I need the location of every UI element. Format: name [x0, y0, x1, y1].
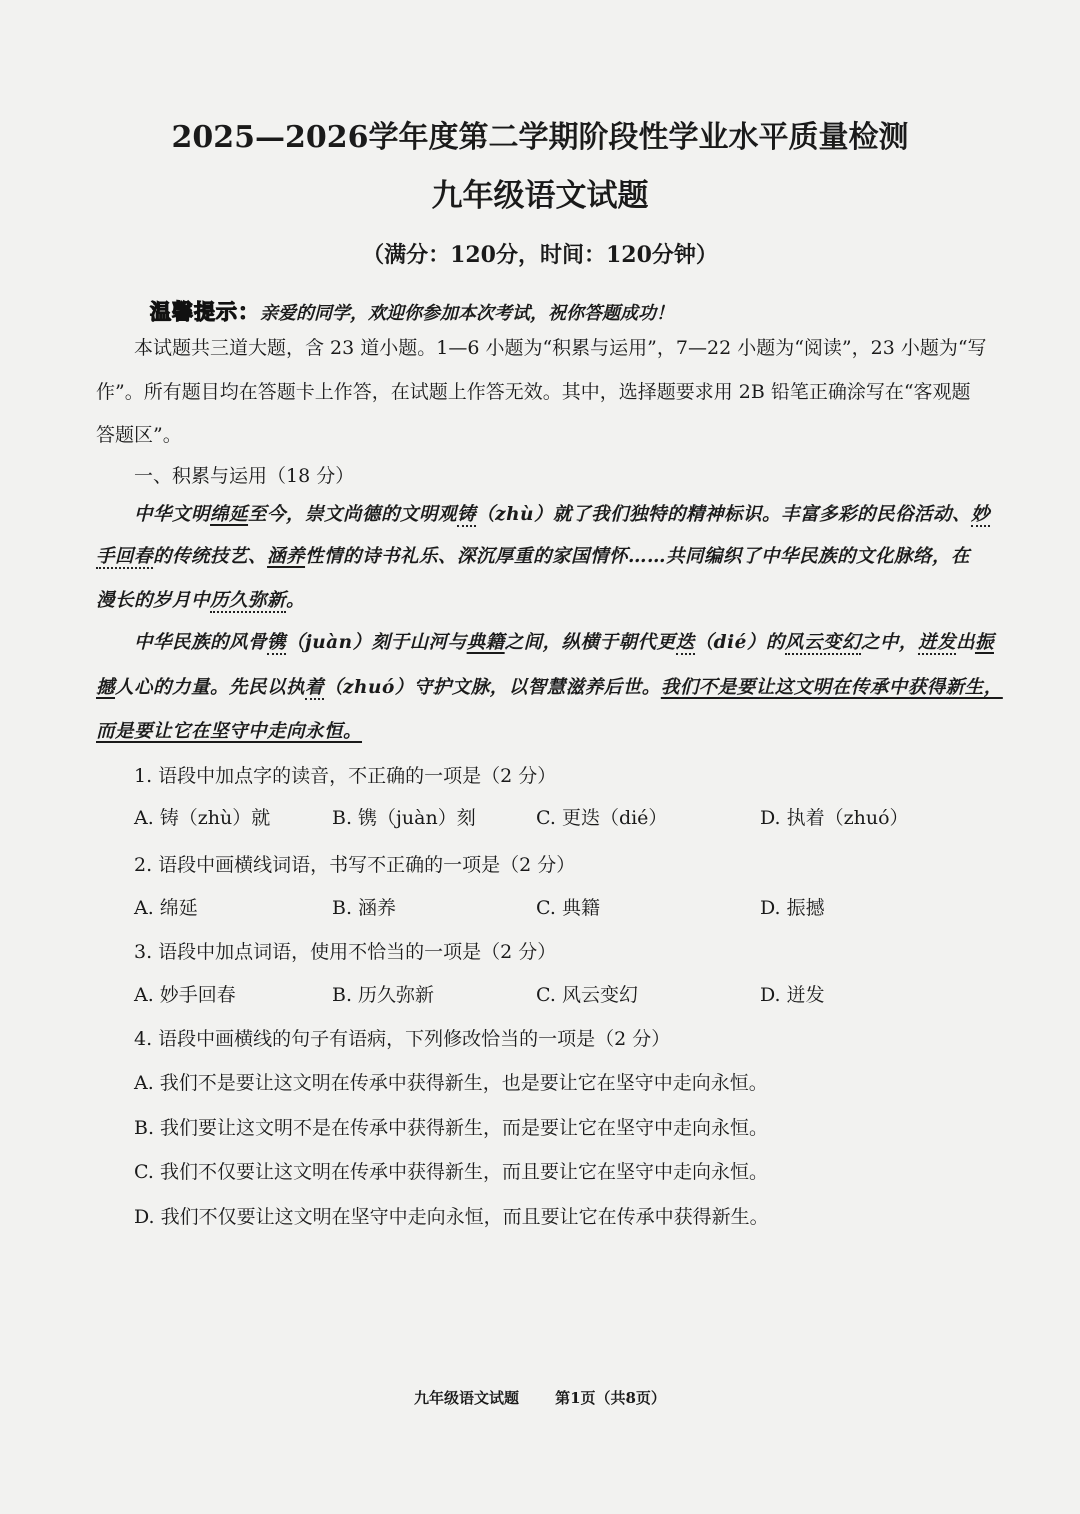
question-2-option-b[interactable]: B. 涵养 — [332, 897, 397, 919]
footer-title: 九年级语文试题 — [414, 1389, 520, 1407]
question-3-option-a[interactable]: A. 妙手回春 — [134, 984, 236, 1006]
question-2-option-a[interactable]: A. 绵延 — [134, 897, 198, 919]
underlined-sentence: 我们不是要让这文明在传承中获得新生， — [660, 677, 1003, 698]
underlined-word: 涵养 — [267, 546, 306, 567]
question-1-option-c[interactable]: C. 更迭（dié） — [536, 807, 668, 829]
footer-page-number: 第1页（共8页） — [555, 1389, 666, 1407]
dotted-word: 迸发 — [917, 632, 956, 653]
passage-p1-line-3 — [96, 589, 305, 613]
instructions-line-2: 作”。所有题目均在答题卡上作答，在试题上作答无效。其中，选择题要求用 2B 铅笔正确涂写在“客观题 — [96, 381, 971, 403]
passage-text: （zhù）就了我们独特的精神标识。丰富多彩的民俗活动、 — [476, 504, 971, 525]
underlined-word: 典籍 — [466, 632, 505, 653]
question-1-stem: 1. 语段中加点字的读音，不正确的一项是（2 分） — [134, 765, 557, 787]
instructions-line-1: 本试题共三道大题，含 23 道小题。1—6 小题为“积累与运用”，7—22 小题为“阅读”，23 小题为“写 — [134, 337, 987, 359]
question-1-option-b[interactable]: B. 镌（juàn）刻 — [332, 807, 476, 829]
passage-text: 至今，崇文尚德的文明观 — [248, 504, 458, 525]
passage-text: 之中， — [860, 632, 918, 653]
question-4-option-b[interactable]: B. 我们要让这文明不是在传承中获得新生，而是要让它在坚守中走向永恒。 — [134, 1117, 769, 1139]
page-footer — [0, 1387, 1080, 1408]
question-4-option-c[interactable]: C. 我们不仅要让这文明在传承中获得新生，而且要让它在坚守中走向永恒。 — [134, 1161, 768, 1183]
exam-subtitle: 九年级语文试题 — [431, 178, 649, 214]
passage-text: （dié）的 — [694, 632, 785, 653]
instructions-line-3: 答题区”。 — [96, 424, 182, 446]
underlined-word: 绵延 — [210, 504, 249, 525]
passage-text: （zhuó）守护文脉，以智慧滋养后世。 — [324, 677, 661, 698]
dotted-char: 着 — [305, 677, 325, 698]
question-1-option-d[interactable]: D. 执着（zhuó） — [760, 807, 909, 829]
dotted-word: 妙 — [970, 504, 990, 525]
question-3-option-b[interactable]: B. 历久弥新 — [332, 984, 435, 1006]
passage-p2-line-1 — [134, 631, 994, 655]
dotted-word: 历久弥新 — [210, 590, 287, 611]
question-3-stem: 3. 语段中加点词语，使用不恰当的一项是（2 分） — [134, 941, 557, 963]
passage-text: 的传统技艺、 — [153, 546, 268, 567]
passage-text: （juàn）刻于山河与 — [286, 632, 467, 653]
dotted-word: 手回春 — [96, 546, 154, 567]
dotted-char: 迭 — [675, 632, 695, 653]
tip-text: 亲爱的同学，欢迎你参加本次考试，祝你答题成功！ — [260, 303, 674, 324]
underlined-word: 振 — [974, 632, 994, 653]
passage-text: 性情的诗书礼乐、深沉厚重的家国情怀……共同编织了中华民族的文化脉络，在 — [305, 546, 971, 567]
question-4-option-d[interactable]: D. 我们不仅要让这文明在坚守中走向永恒，而且要让它在传承中获得新生。 — [134, 1206, 769, 1228]
passage-p1-line-2 — [96, 545, 970, 569]
underlined-sentence: 而是要让它在坚守中走向永恒。 — [96, 721, 363, 742]
passage-p1-line-1 — [134, 503, 990, 527]
tip-label: 温馨提示： — [150, 300, 260, 324]
passage-text: 中华文明 — [134, 504, 211, 525]
question-2-stem: 2. 语段中画横线词语，书写不正确的一项是（2 分） — [134, 854, 576, 876]
question-3-option-c[interactable]: C. 风云变幻 — [536, 984, 638, 1006]
dotted-char: 铸 — [457, 504, 477, 525]
passage-text: 人心的力量。先民以执 — [115, 677, 306, 698]
dotted-char: 镌 — [267, 632, 287, 653]
passage-p2-line-2 — [96, 676, 1003, 700]
passage-text: 。 — [286, 590, 306, 611]
exam-meta: （满分：120分，时间：120分钟） — [362, 242, 718, 268]
exam-title: 2025—2026学年度第二学期阶段性学业水平质量检测 — [171, 120, 909, 155]
passage-text: 中华民族的风骨 — [134, 632, 268, 653]
question-4-stem: 4. 语段中画横线的句子有语病，下列修改恰当的一项是（2 分） — [134, 1028, 671, 1050]
question-1-option-a[interactable]: A. 铸（zhù）就 — [134, 807, 271, 829]
dotted-word: 风云变幻 — [784, 632, 861, 653]
tip-row — [150, 296, 674, 326]
question-2-option-d[interactable]: D. 振撼 — [760, 897, 825, 919]
section-heading: 一、积累与运用（18 分） — [134, 465, 355, 487]
question-3-option-d[interactable]: D. 迸发 — [760, 984, 825, 1006]
question-2-option-c[interactable]: C. 典籍 — [536, 897, 600, 919]
underlined-word: 撼 — [96, 677, 116, 698]
passage-text: 出 — [955, 632, 975, 653]
question-4-option-a[interactable]: A. 我们不是要让这文明在传承中获得新生，也是要让它在坚守中走向永恒。 — [134, 1072, 768, 1094]
passage-text: 漫长的岁月中 — [96, 590, 211, 611]
passage-p2-line-3 — [96, 720, 362, 744]
passage-text: 之间，纵横于朝代更 — [504, 632, 676, 653]
